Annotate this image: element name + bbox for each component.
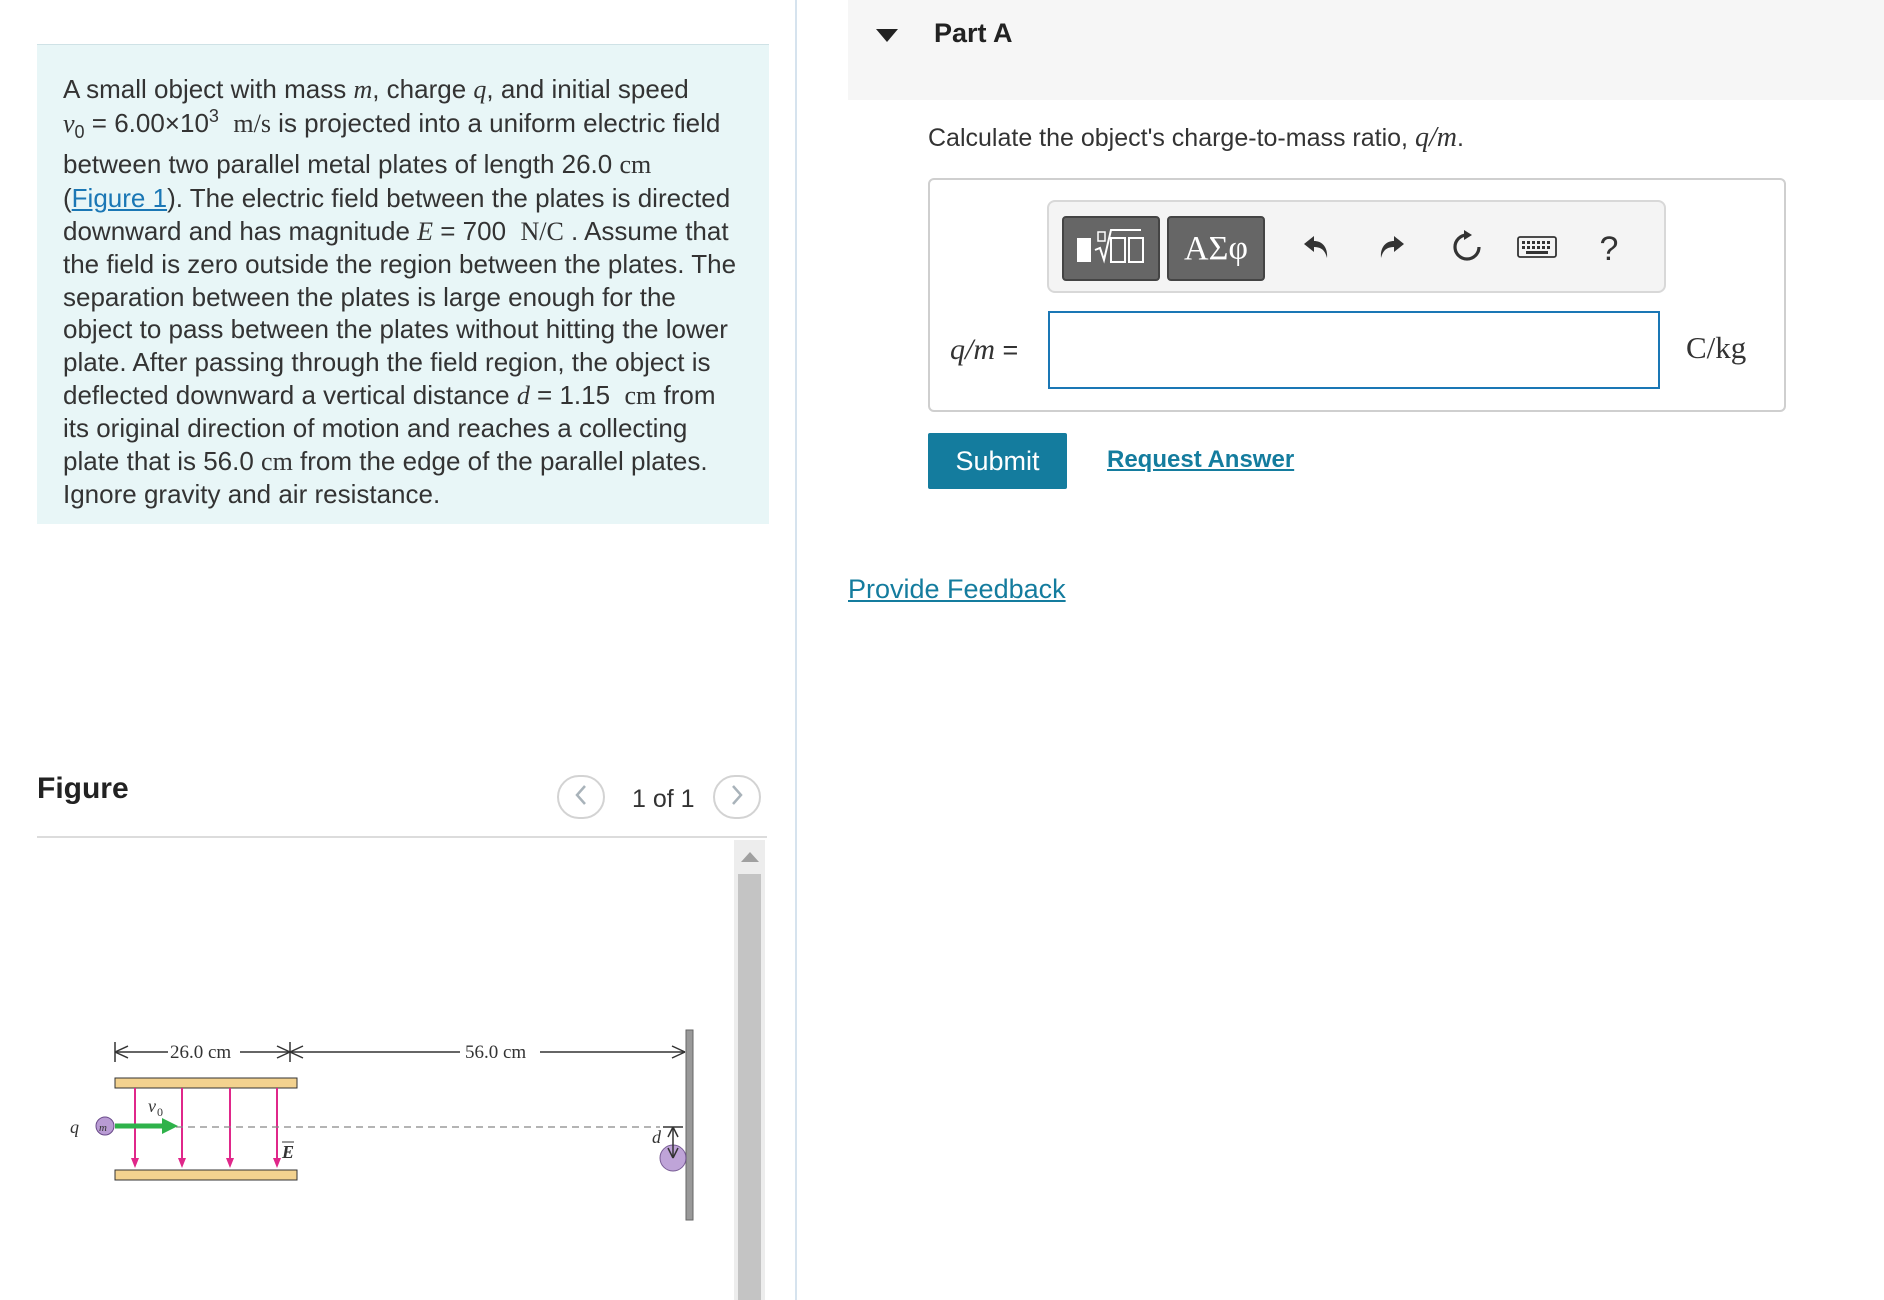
problem-text: ( [63,182,72,213]
figure-link[interactable]: Figure 1 [71,182,168,213]
figure-title: Figure [37,772,129,805]
label-plate-length: 26.0 cm [170,1042,232,1063]
math-v0: v [63,108,75,138]
problem-pane [0,0,795,1300]
math-unit-ms: m/s [233,108,271,138]
problem-text: . Assume that the field is zero outside the region between the plates. The separation between the plates is large enough for the object to pass between the plates without hitting the lower plate. After passing through the field region, the object is deflected downward a vertical distance [63,215,737,410]
math-toolbar [1047,200,1666,293]
collecting-plate [686,1030,693,1220]
templates-icon [1071,224,1151,273]
figure-counter: 1 of 1 [632,785,695,813]
label-q: q [70,1117,79,1137]
label-v0: v [148,1096,156,1116]
scroll-up-icon[interactable] [741,852,759,862]
problem-text: A small object with mass [63,74,354,104]
part-title[interactable]: Part A [934,18,1013,48]
undo-button[interactable] [1292,224,1342,274]
question-period: . [1456,124,1464,152]
greek-symbols-button[interactable]: ΑΣφ [1167,216,1265,281]
problem-text: , and initial speed [486,74,689,104]
redo-icon [1376,232,1406,267]
keyboard-button[interactable] [1512,224,1562,274]
math-v0-sub: 0 [74,121,85,142]
figure-divider [37,836,767,838]
provide-feedback-link[interactable]: Provide Feedback [848,574,1066,604]
problem-statement [37,44,769,524]
redo-button[interactable] [1366,224,1416,274]
reset-button[interactable] [1442,224,1492,274]
label-m: m [99,1122,107,1134]
reset-icon [1450,230,1484,269]
upper-plate [115,1078,297,1088]
label-E: E [282,1142,295,1162]
answer-label [950,333,1018,367]
help-icon[interactable]: ? [1599,229,1619,268]
templates-button[interactable] [1062,216,1160,281]
figure-prev-button[interactable] [557,775,605,819]
answer-unit: C/kg [1686,330,1747,365]
label-distance: 56.0 cm [465,1042,527,1063]
figure-next-button[interactable] [713,775,761,819]
undo-icon [1302,232,1332,267]
question-prose: Calculate the object's charge-to-mass ratio, [928,124,1415,152]
problem-text: , charge [372,74,474,104]
keyboard-icon [1517,236,1557,263]
chevron-right-icon [730,780,744,814]
submit-button[interactable]: Submit [928,433,1067,489]
problem-text: from the edge of the parallel plates. Ignore gravity and air resistance. [63,445,708,510]
figure-diagram [60,1010,720,1240]
problem-text: ). The electric field between the plates is directed downward and has magnitude [63,182,731,246]
part-header[interactable] [848,0,1884,100]
math-exponent: 3 [208,105,219,126]
problem-text: = 1.15 [529,379,618,410]
chevron-left-icon [574,780,588,814]
math-unit-cm: cm [624,380,657,410]
math-unit-cm: cm [619,150,652,180]
figure-scrollbar[interactable] [734,840,765,1300]
math-q-over-m: q/m [1414,122,1457,153]
problem-text: = 6.00×10 [84,107,209,138]
equals-sign: = [995,335,1019,365]
problem-text: from its original direction of motion and reaches a collecting plate that is 56.0 [63,379,716,476]
math-m: m [353,75,373,104]
math-d: d [516,380,530,410]
math-unit-nc: N/C [520,216,564,246]
math-q: q [473,75,487,104]
pane-divider[interactable] [795,0,797,1300]
lower-plate [115,1170,297,1180]
answer-input[interactable] [1048,311,1660,389]
label-d: d [652,1127,661,1147]
problem-text: = 700 [433,215,514,246]
collapse-triangle-icon[interactable] [876,29,898,42]
velocity-arrowhead [162,1118,178,1134]
math-q-over-m: q/m [950,333,995,366]
math-unit-cm: cm [261,446,293,476]
label-v0-sub: 0 [157,1105,163,1119]
scroll-thumb[interactable] [738,874,761,1300]
question-text [928,122,1464,154]
math-E: E [417,216,434,246]
problem-text: is projected into a uniform electric field between two parallel metal plates of length 26.0 [63,107,721,180]
request-answer-link[interactable]: Request Answer [1107,446,1295,473]
